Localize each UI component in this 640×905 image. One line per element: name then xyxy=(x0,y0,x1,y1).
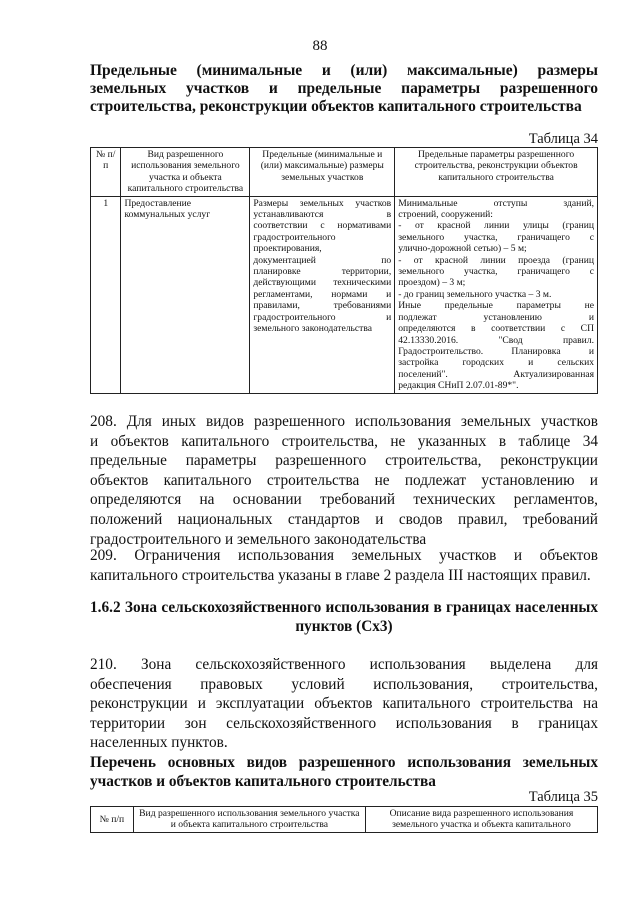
cell-line: градостроительного xyxy=(253,231,336,243)
cell-line: - до границ земельного участка – 3 м. xyxy=(398,288,552,300)
paragraph-line: обеспечения правовых условий использования, строительства, xyxy=(90,675,598,693)
section-title-line: 1.6.2 Зона сельскохозяйственного использования в границах населенных xyxy=(90,599,598,616)
table35-heading xyxy=(90,753,598,791)
cell-line: действующими техническими xyxy=(253,277,392,289)
cell-line: редакция СНиП 2.07.01-89*". xyxy=(398,380,519,392)
paragraph-line: 209. Ограничения использования земельных участков и объектов xyxy=(90,547,598,564)
heading-line: строительства, реконструкции объектов капитального строительства xyxy=(90,98,582,115)
paragraph-line: объектов капитального строительства не подлежат установлению и xyxy=(90,471,598,489)
table-header-row xyxy=(91,148,598,197)
paragraph-209 xyxy=(90,546,598,585)
page-number: 88 xyxy=(312,38,328,54)
cell-sizes xyxy=(250,196,395,393)
cell-line: планировке территории, xyxy=(253,266,392,278)
heading-line: земельных участков и предельные параметры разрешенного xyxy=(90,80,598,97)
paragraph-line: 208. Для иных видов разрешенного использования земельных участков xyxy=(90,413,598,430)
heading-line: участков и объектов капитального строительства xyxy=(90,773,436,790)
header-type: Вид разрешенного использования земельного участка и объекта капитального строительства xyxy=(121,148,250,197)
paragraph-line: и объектов капитального строительства, не указанных в таблице 34 xyxy=(90,432,598,450)
table-34 xyxy=(90,147,598,394)
cell-line: документацией по xyxy=(253,254,392,266)
cell-line: улично-дорожной сетью) – 5 м; xyxy=(398,243,527,255)
cell-type: Предоставление коммунальных услуг xyxy=(121,196,250,393)
paragraph-line: положений национальных стандартов и сводов правил, требований xyxy=(90,510,598,528)
header-sizes: Предельные (минимальные и (или) максимальные) размеры земельных участков xyxy=(250,148,395,197)
table35-caption: Таблица 35 xyxy=(528,789,598,805)
paragraph-line: населенных пунктов. xyxy=(90,734,228,752)
section-title xyxy=(90,598,598,636)
cell-line: - от красной линии проезда (границ xyxy=(398,254,594,266)
table34-caption: Таблица 34 xyxy=(528,131,598,147)
paragraph-line: территории зон сельскохозяйственного использования в границах xyxy=(90,714,598,732)
cell-line: земельного участка, граничащего с xyxy=(398,231,594,243)
cell-num: 1 xyxy=(91,196,121,393)
paragraph-line: капитального строительства указаны в главе 2 раздела III настоящих правил. xyxy=(90,566,591,584)
cell-line: соответствии с нормативами xyxy=(253,220,392,232)
cell-line: проездом) – 3 м; xyxy=(398,277,466,289)
header-params: Предельные параметры разрешенного строительства, реконструкции объектов капитального строительства xyxy=(395,148,598,197)
cell-params xyxy=(395,196,598,393)
cell-line: поселений". Актуализированная xyxy=(398,368,594,380)
cell-line: определяются в соответствии с СП xyxy=(398,323,594,335)
cell-line: проектирования, xyxy=(253,243,322,255)
cell-line: строений, сооружений: xyxy=(398,209,493,221)
cell-line: - от красной линии улицы (границ xyxy=(398,220,594,232)
section-title-line: пунктов (Сх3) xyxy=(295,618,393,635)
cell-line: регламентами, нормами и xyxy=(253,288,392,300)
cell-line: устанавливаются в xyxy=(253,209,392,221)
table34-heading xyxy=(90,62,598,116)
header-num: № п/п xyxy=(91,807,134,833)
paragraph-line: предельные параметры разрешенного строительства, реконструкции xyxy=(90,452,598,470)
cell-line: Размеры земельных участков xyxy=(253,197,392,209)
header-type: Вид разрешенного использования земельного участка и объекта капитального строительства xyxy=(133,807,365,833)
cell-line: Градостроительство. Планировка и xyxy=(398,345,594,357)
cell-line: подлежат установлению и xyxy=(398,311,594,323)
heading-line: Перечень основных видов разрешенного использования земельных xyxy=(90,754,598,771)
table-header-row xyxy=(91,807,598,833)
cell-line: земельного законодательства xyxy=(253,323,372,335)
cell-line: Минимальные отступы зданий, xyxy=(398,197,594,209)
paragraph-line: определяются на основании требований технических регламентов, xyxy=(90,491,598,509)
header-num: № п/п xyxy=(91,148,121,197)
cell-line: Иные предельные параметры не xyxy=(398,300,594,312)
heading-line: Предельные (минимальные и (или) максимальные) размеры xyxy=(90,62,598,79)
header-desc: Описание вида разрешенного использования земельного участка и объекта капитального xyxy=(365,807,597,833)
paragraph-line: 210. Зона сельскохозяйственного использования выделена для xyxy=(90,656,598,673)
paragraph-line: градостроительного и земельного законодательства xyxy=(90,530,427,548)
cell-line: застройка городских и сельских xyxy=(398,357,594,369)
cell-line: 42.13330.2016. "Свод правил. xyxy=(398,334,594,346)
cell-line: правилами, требованиями xyxy=(253,300,392,312)
paragraph-line: реконструкции и эксплуатации объектов капитального строительства на xyxy=(90,695,598,713)
paragraph-208 xyxy=(90,412,598,549)
paragraph-210 xyxy=(90,655,598,753)
cell-line: градостроительного и xyxy=(253,311,392,323)
table-row xyxy=(91,196,598,393)
cell-line: земельного участка, граничащего с xyxy=(398,266,594,278)
table-35 xyxy=(90,806,598,833)
